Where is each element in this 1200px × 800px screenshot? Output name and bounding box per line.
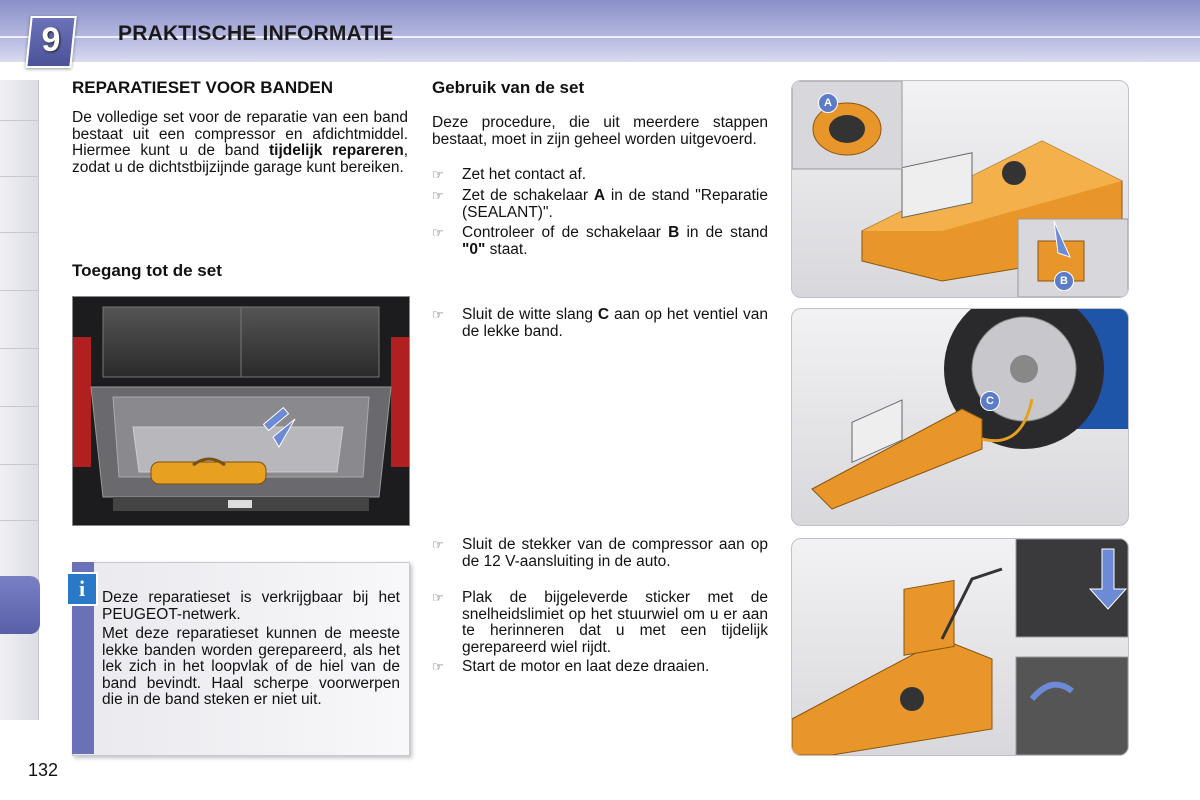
tab-divider <box>0 176 38 177</box>
bullet-hand-icon: ☞ <box>432 537 444 552</box>
trunk-drawing <box>73 297 409 525</box>
bullet-hand-icon: ☞ <box>432 188 444 203</box>
chapter-number: 9 <box>41 21 61 59</box>
tyre-valve-illustration <box>791 308 1129 526</box>
step-text: Zet het contact af. <box>462 166 587 183</box>
tab-divider <box>0 520 38 521</box>
step-sticker <box>432 590 768 656</box>
tyre-valve-drawing <box>792 309 1128 525</box>
kit-heading: REPARATIESET VOOR BANDEN <box>72 78 334 97</box>
step-text <box>462 225 768 258</box>
active-chapter-tab <box>0 576 40 634</box>
step-text: Plak de bijgeleverde sticker met de snelheidslimiet op het stuurwiel om u er aan te herinneren dat u met een tijdelijk gerepareerd wiel rijdt. <box>462 589 768 656</box>
kit-switches-drawing <box>792 81 1128 297</box>
step-text-part: Sluit de witte slang <box>462 306 598 323</box>
step-text <box>462 188 768 221</box>
step-text-part: staat. <box>485 240 528 258</box>
info-icon: i <box>66 572 98 606</box>
tab-divider <box>0 406 38 407</box>
step-text-part: Zet de schakelaar <box>462 187 594 204</box>
intro-text-2: , zodat u de dichtstbijzijnde garage kunt bereiken. <box>72 142 408 176</box>
trunk-illustration <box>72 296 410 526</box>
intro-text-1: De volledige set voor de reparatie van een band bestaat uit een compressor en afdichtmiddel. Hiermee kunt u de band <box>72 109 408 159</box>
bullet-hand-icon: ☞ <box>432 167 444 182</box>
step-text-part: aan op het ventiel van de lekke band. <box>462 306 768 340</box>
switch-b-label: B <box>668 224 680 241</box>
tab-divider <box>0 290 38 291</box>
step-ignition-off <box>432 167 768 184</box>
step-text-part: in de stand "Reparatie (SEALANT)". <box>462 187 768 221</box>
page-number: 132 <box>28 760 59 780</box>
callout-c: C <box>980 391 1000 411</box>
intro-bold: tijdelijk repareren <box>269 142 404 159</box>
step-text-part: in de stand <box>679 224 768 241</box>
step-text: Start de motor en laat deze draaien. <box>462 658 710 675</box>
step-switch-b <box>432 225 768 258</box>
bullet-hand-icon: ☞ <box>432 659 444 674</box>
info-paragraph-1: Deze reparatieset is verkrijgbaar bij het PEUGEOT-netwerk. <box>102 589 400 623</box>
kit-switches-illustration <box>791 80 1129 298</box>
step-switch-a <box>432 188 768 221</box>
step-connect-hose <box>432 307 768 340</box>
usage-intro: Deze procedure, die uit meerdere stappen bestaat, moet in zijn geheel worden uitgevoerd. <box>432 114 768 148</box>
position-zero-label: "0" <box>462 240 486 258</box>
tab-divider <box>0 464 38 465</box>
kit-intro <box>72 110 408 176</box>
tab-divider <box>0 120 38 121</box>
switch-a-label: A <box>593 187 606 204</box>
bullet-hand-icon: ☞ <box>432 307 444 322</box>
power-socket-illustration <box>791 538 1129 756</box>
tab-divider <box>0 232 38 233</box>
bullet-hand-icon: ☞ <box>432 225 444 240</box>
usage-heading: Gebruik van de set <box>432 78 585 97</box>
step-text <box>462 307 768 340</box>
step-text: Sluit de stekker van de compressor aan op de 12 V-aansluiting in de auto. <box>462 536 768 570</box>
power-socket-drawing <box>792 539 1128 755</box>
step-text-part: Controleer of de schakelaar <box>462 224 669 241</box>
access-heading: Toegang tot de set <box>72 261 222 280</box>
section-title: PRAKTISCHE INFORMATIE <box>118 22 394 45</box>
info-paragraph-2: Met deze reparatieset kunnen de meeste lekke banden worden gerepareerd, als het lek zich in het loopvlak of de hiel van de band bevindt. Haal scherpe voorwerpen die in de band steken er niet uit. <box>102 625 400 708</box>
step-start-engine <box>432 659 768 676</box>
callout-b: B <box>1054 271 1074 291</box>
tab-divider <box>0 348 38 349</box>
callout-a: A <box>818 93 838 113</box>
bullet-hand-icon: ☞ <box>432 590 444 605</box>
step-plug-in <box>432 537 768 570</box>
hose-c-label: C <box>597 306 610 323</box>
